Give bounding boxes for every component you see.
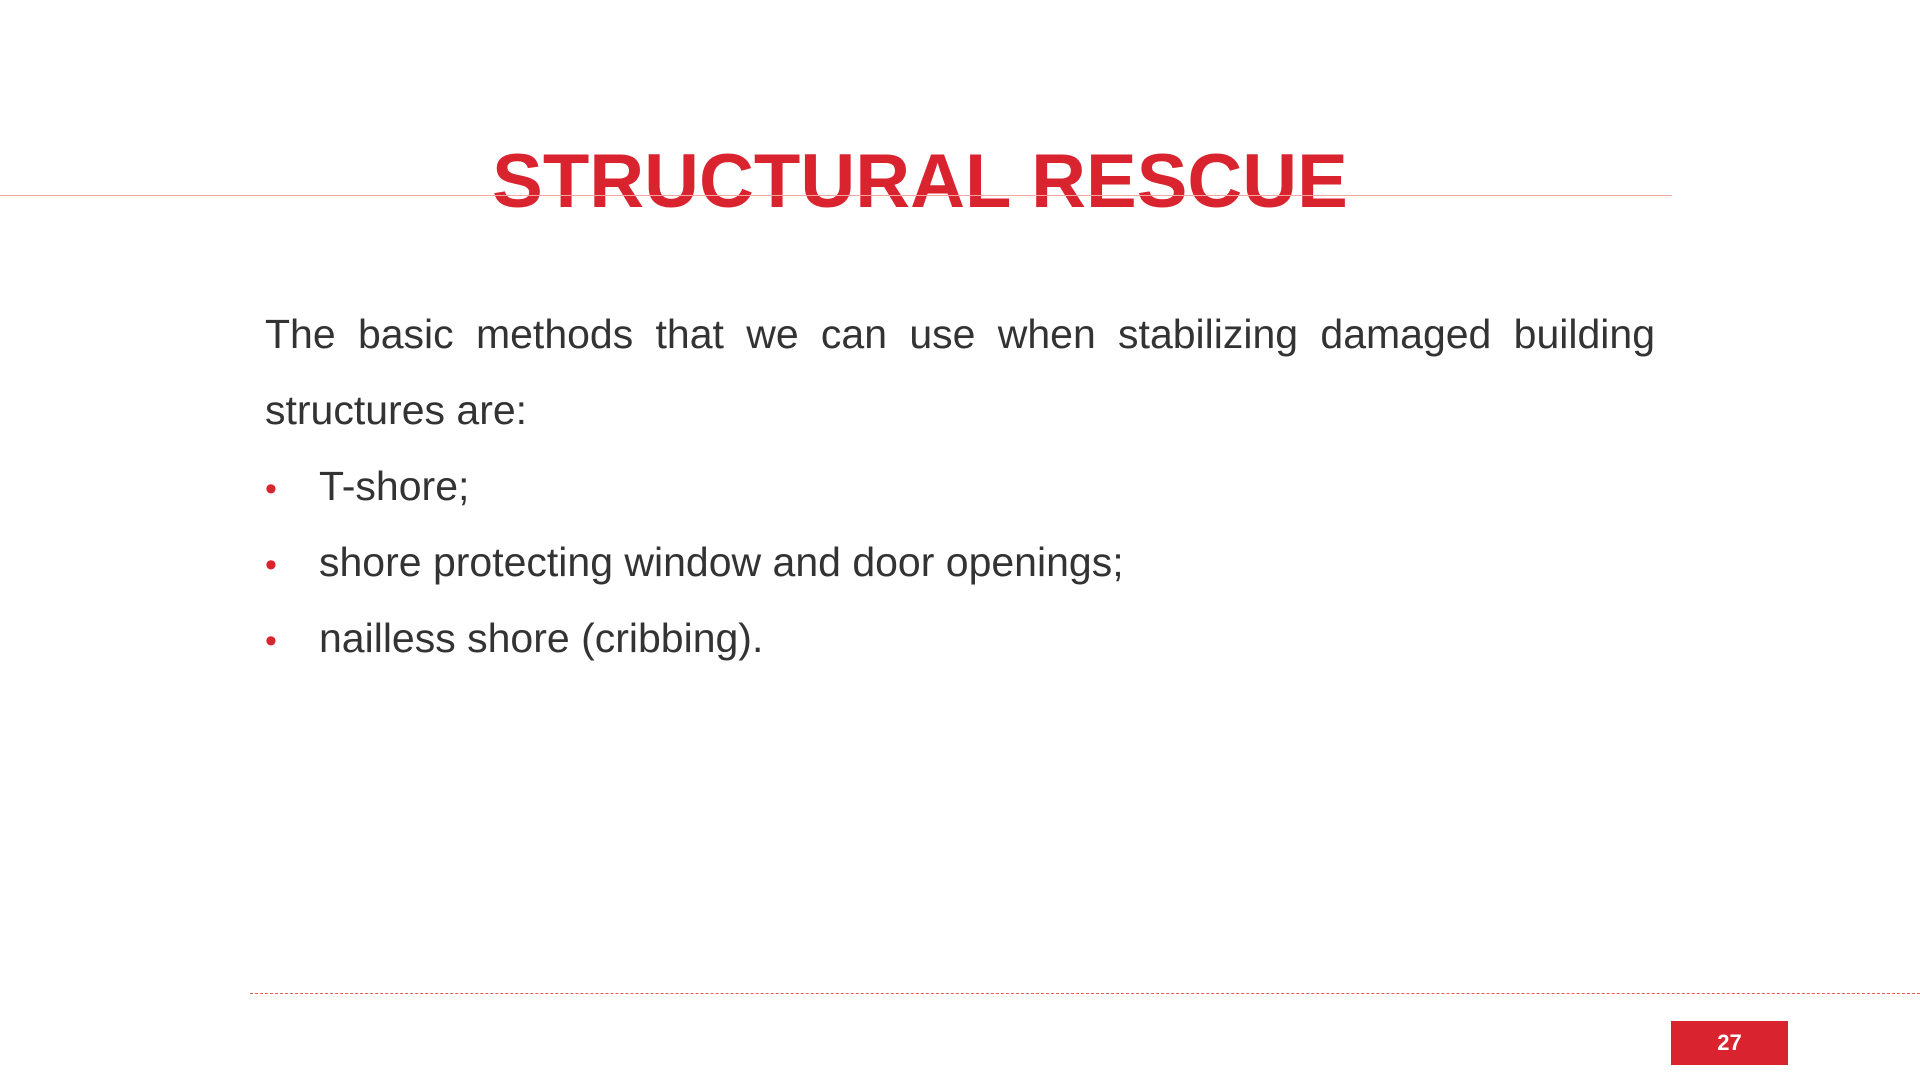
slide-body <box>265 296 1655 676</box>
page-number-badge: 27 <box>1671 1021 1788 1065</box>
list-item <box>265 600 1655 676</box>
title-divider <box>0 195 1672 196</box>
bullet-text: nailless shore (cribbing). <box>319 615 764 661</box>
bullet-list <box>265 448 1655 676</box>
slide-title: STRUCTURAL RESCUE <box>492 138 1348 224</box>
bullet-icon: • <box>265 546 277 584</box>
list-item <box>265 524 1655 600</box>
intro-paragraph: The basic methods that we can use when stabilizing damaged building structures are: <box>265 311 1655 433</box>
bullet-icon: • <box>265 470 277 508</box>
bullet-icon: • <box>265 622 277 660</box>
bullet-text: T-shore; <box>319 463 470 509</box>
bullet-text: shore protecting window and door openings; <box>319 539 1124 585</box>
footer-divider <box>250 993 1920 994</box>
list-item <box>265 448 1655 524</box>
